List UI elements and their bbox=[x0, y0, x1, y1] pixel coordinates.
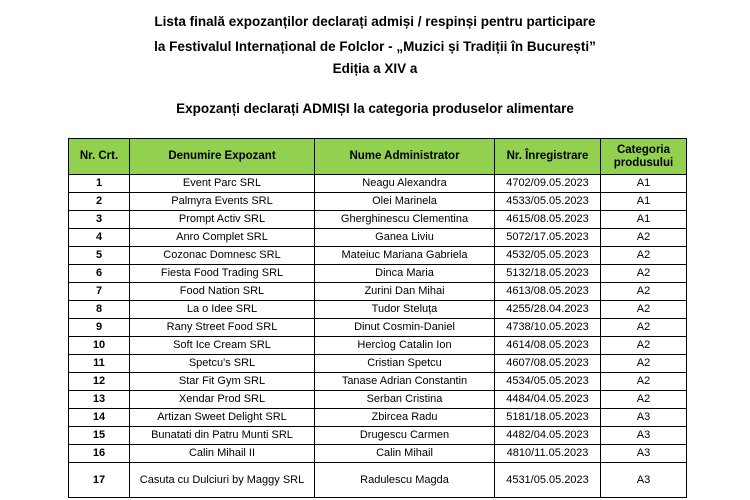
cell-nr: 14 bbox=[69, 409, 130, 427]
cell-nr: 12 bbox=[69, 373, 130, 391]
cell-categoria: A2 bbox=[601, 301, 687, 319]
cell-nr: 11 bbox=[69, 355, 130, 373]
cell-denumire: La o Idee SRL bbox=[130, 301, 315, 319]
cell-categoria: A3 bbox=[601, 463, 687, 498]
table-row bbox=[69, 247, 687, 265]
cell-administrator: Cristian Spetcu bbox=[315, 355, 495, 373]
column-header-inregistrare: Nr. Înregistrare bbox=[495, 139, 601, 175]
table-row bbox=[69, 319, 687, 337]
cell-nr: 5 bbox=[69, 247, 130, 265]
column-header-categoria bbox=[601, 139, 687, 175]
cell-administrator: Calin Mihail bbox=[315, 445, 495, 463]
cell-inregistrare: 4531/05.05.2023 bbox=[495, 463, 601, 498]
column-header-administrator: Nume Administrator bbox=[315, 139, 495, 175]
table-row bbox=[69, 427, 687, 445]
cell-categoria: A2 bbox=[601, 391, 687, 409]
cell-categoria: A2 bbox=[601, 319, 687, 337]
document-edition: Ediția a XIV a bbox=[332, 61, 418, 76]
table-row bbox=[69, 301, 687, 319]
cell-denumire: Artizan Sweet Delight SRL bbox=[130, 409, 315, 427]
cell-administrator: Gherghinescu Clementina bbox=[315, 211, 495, 229]
cell-denumire: Casuta cu Dulciuri by Maggy SRL bbox=[130, 463, 315, 498]
cell-administrator: Tanase Adrian Constantin bbox=[315, 373, 495, 391]
cell-administrator: Drugescu Carmen bbox=[315, 427, 495, 445]
table-body bbox=[69, 175, 687, 498]
table-row bbox=[69, 265, 687, 283]
cell-inregistrare: 4810/11.05.2023 bbox=[495, 445, 601, 463]
cell-denumire: Cozonac Domnesc SRL bbox=[130, 247, 315, 265]
cell-administrator: Mateiuc Mariana Gabriela bbox=[315, 247, 495, 265]
cell-denumire: Spetcu's SRL bbox=[130, 355, 315, 373]
cell-denumire: Xendar Prod SRL bbox=[130, 391, 315, 409]
cell-nr: 6 bbox=[69, 265, 130, 283]
cell-inregistrare: 4614/08.05.2023 bbox=[495, 337, 601, 355]
cell-administrator: Serban Cristina bbox=[315, 391, 495, 409]
cell-categoria: A3 bbox=[601, 445, 687, 463]
column-header-denumire: Denumire Expozant bbox=[130, 139, 315, 175]
cell-categoria: A2 bbox=[601, 373, 687, 391]
cell-administrator: Radulescu Magda bbox=[315, 463, 495, 498]
cell-denumire: Star Fit Gym SRL bbox=[130, 373, 315, 391]
cell-categoria: A2 bbox=[601, 283, 687, 301]
cell-denumire: Rany Street Food SRL bbox=[130, 319, 315, 337]
cell-nr: 7 bbox=[69, 283, 130, 301]
cell-inregistrare: 5072/17.05.2023 bbox=[495, 229, 601, 247]
cell-categoria: A2 bbox=[601, 355, 687, 373]
table-row bbox=[69, 193, 687, 211]
cell-inregistrare: 5132/18.05.2023 bbox=[495, 265, 601, 283]
table-row bbox=[69, 391, 687, 409]
document-title-line-2: la Festivalul Internațional de Folclor - „Muzici și Tradiții în București” bbox=[154, 39, 596, 54]
cell-administrator: Olei Marinela bbox=[315, 193, 495, 211]
cell-inregistrare: 4702/09.05.2023 bbox=[495, 175, 601, 193]
cell-administrator: Zurini Dan Mihai bbox=[315, 283, 495, 301]
document-subtitle: Expozanți declarați ADMIȘI la categoria produselor alimentare bbox=[176, 101, 574, 116]
cell-inregistrare: 4607/08.05.2023 bbox=[495, 355, 601, 373]
cell-inregistrare: 4615/08.05.2023 bbox=[495, 211, 601, 229]
cell-inregistrare: 4482/04.05.2023 bbox=[495, 427, 601, 445]
cell-inregistrare: 4484/04.05.2023 bbox=[495, 391, 601, 409]
cell-nr: 4 bbox=[69, 229, 130, 247]
cell-nr: 1 bbox=[69, 175, 130, 193]
table-row bbox=[69, 355, 687, 373]
table-header-row bbox=[69, 139, 687, 175]
cell-administrator: Ganea Liviu bbox=[315, 229, 495, 247]
cell-nr: 15 bbox=[69, 427, 130, 445]
cell-denumire: Calin Mihail II bbox=[130, 445, 315, 463]
cell-categoria: A2 bbox=[601, 265, 687, 283]
table-row bbox=[69, 337, 687, 355]
cell-denumire: Fiesta Food Trading SRL bbox=[130, 265, 315, 283]
cell-inregistrare: 4533/05.05.2023 bbox=[495, 193, 601, 211]
cell-nr: 9 bbox=[69, 319, 130, 337]
cell-categoria: A1 bbox=[601, 193, 687, 211]
cell-categoria: A2 bbox=[601, 229, 687, 247]
cell-categoria: A1 bbox=[601, 211, 687, 229]
cell-denumire: Soft Ice Cream SRL bbox=[130, 337, 315, 355]
cell-administrator: Dinca Maria bbox=[315, 265, 495, 283]
cell-nr: 8 bbox=[69, 301, 130, 319]
cell-administrator: Zbircea Radu bbox=[315, 409, 495, 427]
cell-categoria: A3 bbox=[601, 427, 687, 445]
document-title-line-1: Lista finală expozanților declarați admiși / respinși pentru participare bbox=[154, 14, 596, 29]
cell-categoria: A3 bbox=[601, 409, 687, 427]
exhibitors-table bbox=[68, 138, 687, 498]
cell-inregistrare: 4738/10.05.2023 bbox=[495, 319, 601, 337]
table-row bbox=[69, 373, 687, 391]
cell-nr: 3 bbox=[69, 211, 130, 229]
table-row bbox=[69, 283, 687, 301]
cell-administrator: Hercìog Catalin Ion bbox=[315, 337, 495, 355]
cell-categoria: A2 bbox=[601, 337, 687, 355]
cell-denumire: Anro Complet SRL bbox=[130, 229, 315, 247]
cell-nr: 10 bbox=[69, 337, 130, 355]
column-header-categoria-line-1: Categoria bbox=[616, 143, 671, 156]
cell-denumire: Food Nation SRL bbox=[130, 283, 315, 301]
cell-inregistrare: 4255/28.04.2023 bbox=[495, 301, 601, 319]
cell-inregistrare: 4534/05.05.2023 bbox=[495, 373, 601, 391]
cell-nr: 17 bbox=[69, 463, 130, 498]
cell-administrator: Tudor Steluța bbox=[315, 301, 495, 319]
cell-inregistrare: 4613/08.05.2023 bbox=[495, 283, 601, 301]
column-header-nr: Nr. Crt. bbox=[69, 139, 130, 175]
table-row bbox=[69, 445, 687, 463]
table-row bbox=[69, 175, 687, 193]
cell-nr: 2 bbox=[69, 193, 130, 211]
cell-categoria: A2 bbox=[601, 247, 687, 265]
table-row bbox=[69, 463, 687, 498]
cell-inregistrare: 5181/18.05.2023 bbox=[495, 409, 601, 427]
table-row bbox=[69, 409, 687, 427]
cell-nr: 13 bbox=[69, 391, 130, 409]
table-row bbox=[69, 211, 687, 229]
column-header-categoria-line-2: produsului bbox=[613, 156, 674, 169]
cell-denumire: Prompt Activ SRL bbox=[130, 211, 315, 229]
cell-administrator: Dinut Cosmin-Daniel bbox=[315, 319, 495, 337]
cell-categoria: A1 bbox=[601, 175, 687, 193]
cell-inregistrare: 4532/05.05.2023 bbox=[495, 247, 601, 265]
cell-denumire: Bunatati din Patru Munti SRL bbox=[130, 427, 315, 445]
cell-denumire: Palmyra Events SRL bbox=[130, 193, 315, 211]
cell-administrator: Neagu Alexandra bbox=[315, 175, 495, 193]
cell-nr: 16 bbox=[69, 445, 130, 463]
table-row bbox=[69, 229, 687, 247]
cell-denumire: Event Parc SRL bbox=[130, 175, 315, 193]
